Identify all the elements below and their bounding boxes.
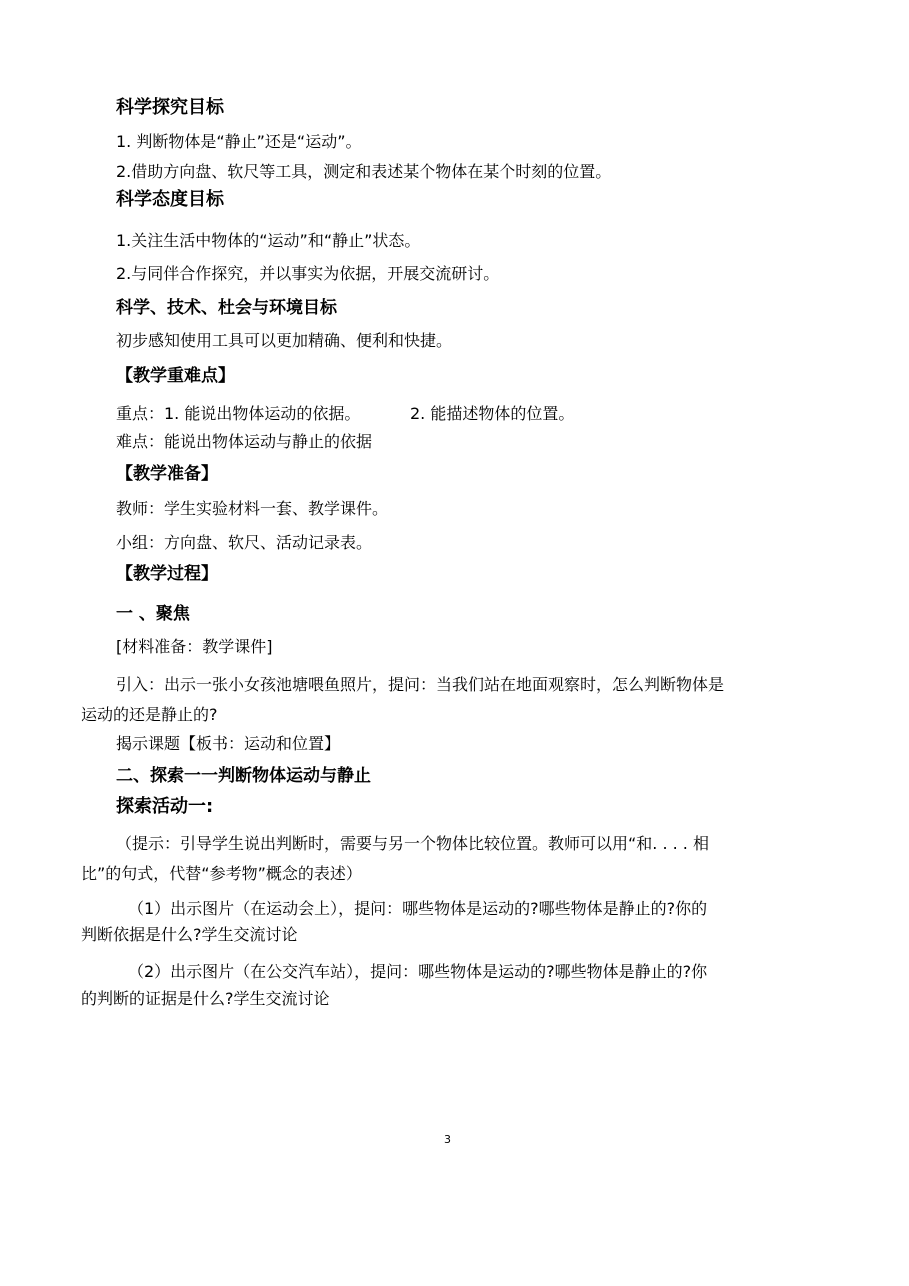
item-1-line-2: 判断依据是什么?学生交流讨论 xyxy=(81,925,298,944)
heading-teaching-process: 【教学过程】 xyxy=(116,564,218,584)
section-1-focus: 一 、聚焦 xyxy=(116,604,190,624)
intro-line-2: 运动的还是静止的? xyxy=(81,705,218,724)
inquiry-goal-1: 1. 判断物体是“静止”还是“运动”。 xyxy=(116,132,362,151)
inquiry-goal-2: 2.借助方向盘、软尺等工具，测定和表述某个物体在某个时刻的位置。 xyxy=(116,162,612,181)
difficult-point: 难点：能说出物体运动与静止的依据 xyxy=(116,432,373,451)
attitude-goal-1: 1.关注生活中物体的“运动”和“静止”状态。 xyxy=(116,231,421,250)
key-point-2: 2. 能描述物体的位置。 xyxy=(410,404,575,423)
sts-goal-text: 初步感知使用工具可以更加精确、便利和快捷。 xyxy=(116,331,453,350)
page-number: 3 xyxy=(444,1133,451,1146)
item-2-line-2: 的判断的证据是什么?学生交流讨论 xyxy=(81,989,330,1008)
heading-sts-goals: 科学、技术、杜会与环境目标 xyxy=(116,298,337,318)
reveal-topic: 揭示课题【板书：运动和位置】 xyxy=(116,734,341,753)
item-1-line-1: （1）出示图片（在运动会上），提问：哪些物体是运动的?哪些物体是静止的?你的 xyxy=(128,899,708,918)
hint-line-2: 比”的句式，代替“参考物”概念的表述） xyxy=(81,864,362,883)
heading-key-difficult-points: 【教学重难点】 xyxy=(116,366,235,386)
heading-teaching-preparation: 【教学准备】 xyxy=(116,464,218,484)
prep-teacher: 教师：学生实验材料一套、教学课件。 xyxy=(116,499,389,518)
attitude-goal-2: 2.与同伴合作探究，并以事实为依据，开展交流研讨。 xyxy=(116,264,500,283)
intro-line-1: 引入：出示一张小女孩池塘喂鱼照片，提问：当我们站在地面观察时，怎么判断物体是 xyxy=(116,675,725,694)
explore-activity-1: 探索活动一: xyxy=(116,796,214,817)
section-2-explore: 二、探索一一判断物体运动与静止 xyxy=(116,766,371,786)
item-2-line-1: （2）出示图片（在公交汽车站），提问：哪些物体是运动的?哪些物体是静止的?你 xyxy=(128,962,708,981)
heading-science-inquiry-goals: 科学探究目标 xyxy=(116,97,224,118)
hint-line-1: （提示：引导学生说出判断时，需要与另一个物体比较位置。教师可以用“和. . . . 相 xyxy=(116,834,709,853)
key-point-1: 重点：1. 能说出物体运动的依据。 xyxy=(116,404,361,423)
heading-science-attitude-goals: 科学态度目标 xyxy=(116,189,224,210)
material-prep: [材料准备：教学课件] xyxy=(116,637,273,656)
prep-group: 小组：方向盘、软尺、活动记录表。 xyxy=(116,533,373,552)
